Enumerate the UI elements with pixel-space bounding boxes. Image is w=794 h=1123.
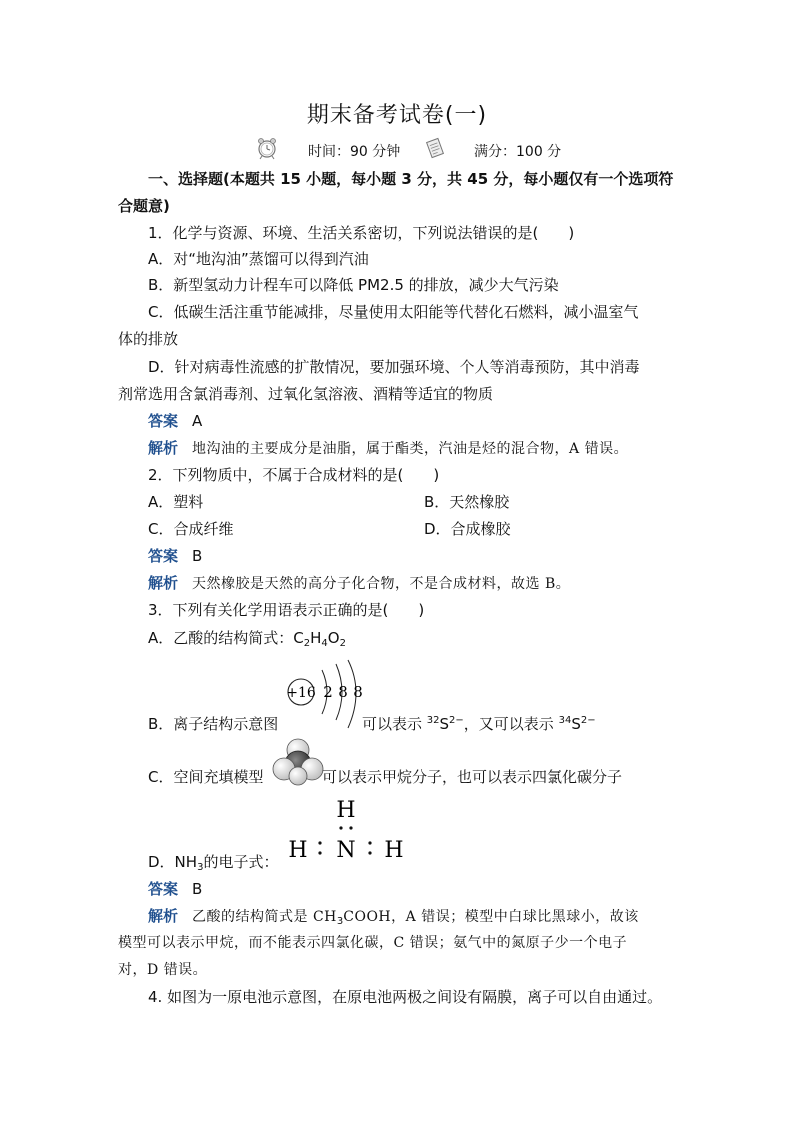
q1-option-d: D．针对病毒性流感的扩散情况，要加强环境、个人等消毒预防，其中消毒 bbox=[148, 358, 640, 376]
atom-h-right: H bbox=[384, 838, 404, 863]
q1-answer bbox=[148, 410, 202, 432]
q3-option-b-text: 可以表示 $^{32}S^{2-}$，又可以表示 $^{34}S^{2-}$ bbox=[362, 715, 596, 733]
answer-label: 答案 bbox=[148, 412, 179, 430]
section-heading-cont: 合题意) bbox=[118, 197, 170, 215]
q2-option-d: D．合成橡胶 bbox=[424, 520, 511, 538]
answer-label: 答案 bbox=[148, 880, 179, 898]
exam-paper-icon bbox=[424, 137, 446, 163]
q3-explanation-cont2: 对，D 错误。 bbox=[118, 962, 208, 978]
q3-option-b-label: B．离子结构示意图 bbox=[148, 715, 279, 733]
q2-option-c: C．合成纤维 bbox=[148, 520, 234, 538]
shell-1-count: 2 bbox=[323, 683, 333, 701]
q1-option-c-cont: 体的排放 bbox=[118, 330, 179, 348]
answer-value: A bbox=[192, 412, 203, 430]
q2-option-a: A．塑料 bbox=[148, 493, 204, 511]
q3-stem: 3．下列有关化学用语表示正确的是( ) bbox=[148, 601, 425, 619]
space-filling-model-icon bbox=[272, 738, 324, 786]
q2-stem: 2．下列物质中，不属于合成材料的是( ) bbox=[148, 466, 440, 484]
page-title: 期末备考试卷(一) bbox=[306, 103, 488, 128]
q1-explanation bbox=[148, 437, 628, 460]
q3-explanation-cont: 模型可以表示甲烷，而不能表示四氯化碳，C 错误；氨气中的氮原子少一个电子 bbox=[118, 935, 628, 951]
ion-structure-diagram bbox=[284, 658, 364, 738]
explain-text: 地沟油的主要成分是油脂，属于酯类，汽油是烃的混合物，A 错误。 bbox=[192, 441, 629, 457]
q4-stem: 4. 如图为一原电池示意图，在原电池两极之间设有隔膜，离子可以自由通过。 bbox=[148, 988, 663, 1006]
q1-option-b: B．新型氢动力计程车可以降低 PM2.5 的排放，减少大气污染 bbox=[148, 276, 559, 294]
explain-label: 解析 bbox=[148, 439, 179, 457]
q2-answer bbox=[148, 545, 202, 567]
shell-3-count: 8 bbox=[353, 683, 363, 701]
q1-option-c: C．低碳生活注重节能减排，尽量使用太阳能等代替化石燃料，减小温室气 bbox=[148, 303, 639, 321]
answer-value: B bbox=[192, 547, 203, 565]
q3-option-c-text: 可以表示甲烷分子，也可以表示四氯化碳分子 bbox=[322, 768, 623, 786]
q3-explanation: 解析 乙酸的结构简式是 $CH_3COOH$，A 错误；模型中白球比黑球小，故该 bbox=[148, 907, 639, 927]
acetic-acid-formula: $C_2H_4O_2$ bbox=[293, 629, 346, 649]
atom-h-top: H bbox=[336, 798, 356, 823]
q1-option-d-cont: 剂常选用含氯消毒剂、过氧化氢溶液、酒精等适宜的物质 bbox=[118, 385, 494, 403]
q1-option-a: A．对“地沟油”蒸馏可以得到汽油 bbox=[148, 250, 369, 268]
alarm-clock-icon bbox=[255, 136, 279, 164]
q3-option-d-label: D．$NH_3$的电子式： bbox=[148, 853, 279, 873]
nucleus-charge: +16 bbox=[286, 685, 316, 701]
ammonia-electron-formula bbox=[284, 795, 408, 867]
q3-option-a bbox=[148, 627, 346, 649]
q2-option-b: B．天然橡胶 bbox=[424, 493, 510, 511]
atom-h-left: H bbox=[288, 838, 308, 863]
q3-option-c-label: C．空间充填模型 bbox=[148, 768, 264, 786]
q1-stem: 1．化学与资源、环境、生活关系密切，下列说法错误的是( ) bbox=[148, 224, 575, 242]
explain-label: 解析 bbox=[148, 907, 179, 925]
shell-2-count: 8 bbox=[338, 683, 348, 701]
explain-text: 天然橡胶是天然的高分子化合物，不是合成材料，故选 B。 bbox=[192, 576, 571, 592]
atom-n-center: N bbox=[336, 838, 356, 863]
q3-answer bbox=[148, 878, 202, 900]
answer-label: 答案 bbox=[148, 547, 179, 565]
explain-label: 解析 bbox=[148, 574, 179, 592]
option-a-text: A．乙酸的结构简式： bbox=[148, 629, 294, 647]
time-limit: 时间：90 分钟 bbox=[308, 144, 401, 160]
section-heading: 一、选择题(本题共 15 小题，每小题 3 分，共 45 分，每小题仅有一个选项符 bbox=[148, 170, 674, 188]
q2-explanation bbox=[148, 572, 570, 595]
full-score: 满分：100 分 bbox=[474, 144, 562, 160]
answer-value: B bbox=[192, 880, 203, 898]
